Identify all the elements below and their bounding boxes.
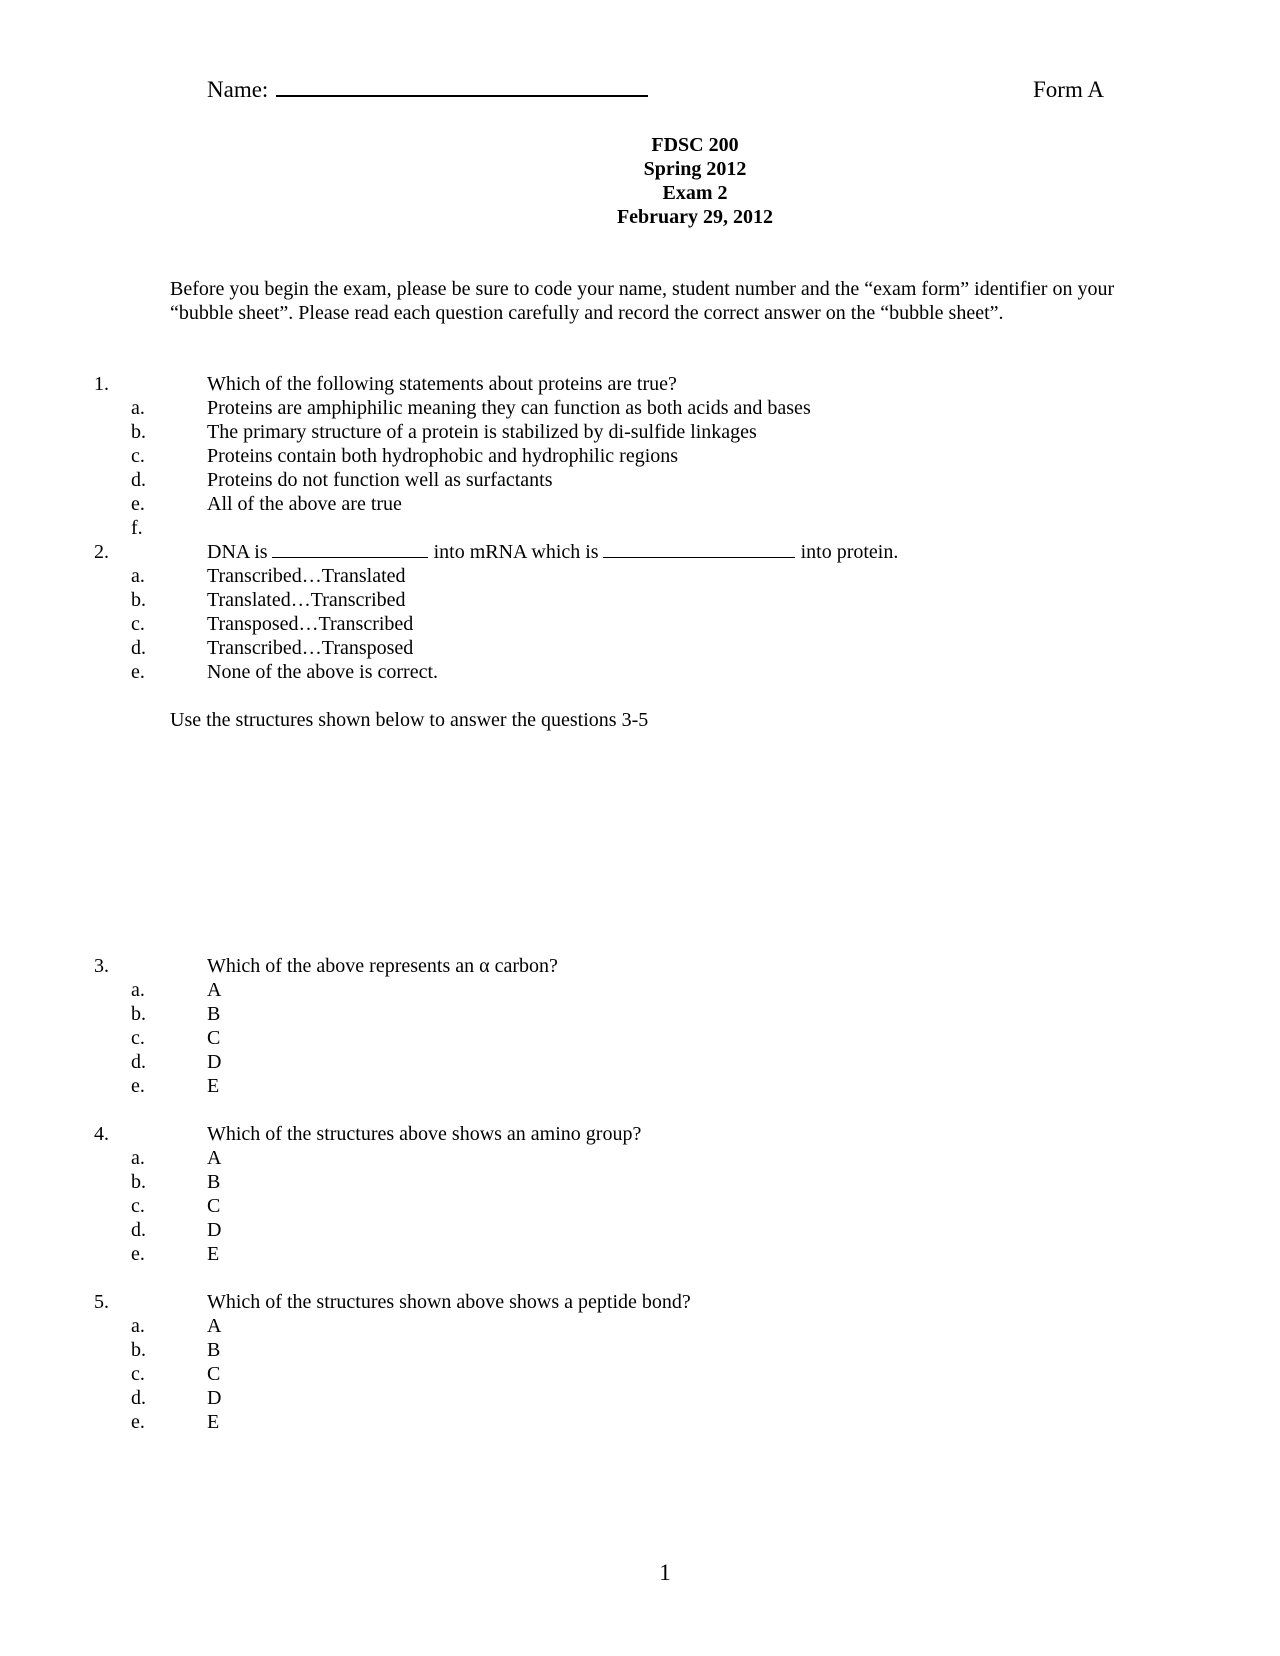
term-title: Spring 2012 [643, 158, 747, 180]
q5-option-a-letter: a. [131, 1315, 145, 1337]
q3-option-d-letter: d. [131, 1051, 146, 1073]
q3-option-e-text: E [207, 1075, 220, 1097]
q5-option-a-text: A [207, 1315, 222, 1337]
q5-option-e-letter: e. [131, 1411, 145, 1433]
question-2-text [207, 541, 898, 564]
q1-option-a-text: Proteins are amphiphilic meaning they can function as both acids and bases [207, 397, 811, 419]
q5-option-e-text: E [207, 1411, 220, 1433]
q2-option-c-letter: c. [131, 613, 145, 635]
q3-option-e-letter: e. [131, 1075, 145, 1097]
q3-option-c-letter: c. [131, 1027, 145, 1049]
instructions-line-2: “bubble sheet”. Please read each question carefully and record the correct answer on the “bubble sheet”. [170, 302, 1004, 324]
exam-title-block [0, 133, 1280, 229]
question-3-number: 3. [94, 955, 109, 977]
q4-option-a-text: A [207, 1147, 222, 1169]
q4-option-b-letter: b. [131, 1171, 146, 1193]
exam-date: February 29, 2012 [616, 206, 774, 228]
q2-option-c-text: Transposed…Transcribed [207, 613, 414, 635]
q4-option-d-letter: d. [131, 1219, 146, 1241]
q3-option-a-text: A [207, 979, 222, 1001]
q1-option-b-letter: b. [131, 421, 146, 443]
name-blank-line [276, 77, 648, 97]
q4-option-c-letter: c. [131, 1195, 145, 1217]
q2-option-d-text: Transcribed…Transposed [207, 637, 414, 659]
q3-option-c-text: C [207, 1027, 221, 1049]
q5-option-d-letter: d. [131, 1387, 146, 1409]
question-2-blank-1 [272, 541, 428, 558]
q2-option-a-text: Transcribed…Translated [207, 565, 406, 587]
question-2-number: 2. [94, 541, 109, 563]
question-2-text-part-2: into mRNA which is [433, 541, 599, 563]
q2-option-d-letter: d. [131, 637, 146, 659]
question-5-number: 5. [94, 1291, 109, 1313]
q4-option-e-text: E [207, 1243, 220, 1265]
name-label: Name: [207, 77, 269, 102]
exam-title: Exam 2 [662, 182, 728, 204]
q1-option-c-text: Proteins contain both hydrophobic and hydrophilic regions [207, 445, 679, 467]
q4-option-d-text: D [207, 1219, 222, 1241]
q1-option-d-letter: d. [131, 469, 146, 491]
q4-option-c-text: C [207, 1195, 221, 1217]
q1-option-c-letter: c. [131, 445, 145, 467]
q3-option-a-letter: a. [131, 979, 145, 1001]
course-title: FDSC 200 [651, 134, 739, 156]
page-number: 1 [659, 1560, 671, 1585]
q3-option-b-letter: b. [131, 1003, 146, 1025]
q1-option-e-letter: e. [131, 493, 145, 515]
q4-option-e-letter: e. [131, 1243, 145, 1265]
q1-option-f-letter: f. [131, 517, 143, 539]
instructions [170, 277, 1170, 325]
q5-option-b-letter: b. [131, 1339, 146, 1361]
question-2-blank-2 [603, 541, 795, 558]
question-2-text-part-1: DNA is [207, 541, 268, 563]
question-1-number: 1. [94, 373, 109, 395]
q5-option-c-text: C [207, 1363, 221, 1385]
q4-option-b-text: B [207, 1171, 221, 1193]
question-1-text: Which of the following statements about proteins are true? [207, 373, 677, 395]
q4-option-a-letter: a. [131, 1147, 145, 1169]
q5-option-b-text: B [207, 1339, 221, 1361]
question-2-text-part-3: into protein. [800, 541, 899, 563]
q2-option-b-letter: b. [131, 589, 146, 611]
q3-option-d-text: D [207, 1051, 222, 1073]
q3-option-b-text: B [207, 1003, 221, 1025]
q1-option-a-letter: a. [131, 397, 145, 419]
q1-option-b-text: The primary structure of a protein is stabilized by di-sulfide linkages [207, 421, 757, 443]
question-5-text: Which of the structures shown above shows a peptide bond? [207, 1291, 691, 1313]
question-4-number: 4. [94, 1123, 109, 1145]
q2-option-e-letter: e. [131, 661, 145, 683]
question-3-text: Which of the above represents an α carbon? [207, 955, 558, 977]
q5-option-d-text: D [207, 1387, 222, 1409]
q5-option-c-letter: c. [131, 1363, 145, 1385]
question-4-text: Which of the structures above shows an amino group? [207, 1123, 642, 1145]
instructions-line-1: Before you begin the exam, please be sure to code your name, student number and the “exam form” identifier on your [170, 278, 1115, 300]
form-label: Form A [1033, 77, 1104, 102]
name-field [207, 77, 648, 103]
structures-note: Use the structures shown below to answer the questions 3-5 [170, 709, 649, 731]
q2-option-e-text: None of the above is correct. [207, 661, 439, 683]
q1-option-e-text: All of the above are true [207, 493, 402, 515]
q2-option-b-text: Translated…Transcribed [207, 589, 406, 611]
q1-option-d-text: Proteins do not function well as surfactants [207, 469, 553, 491]
q2-option-a-letter: a. [131, 565, 145, 587]
